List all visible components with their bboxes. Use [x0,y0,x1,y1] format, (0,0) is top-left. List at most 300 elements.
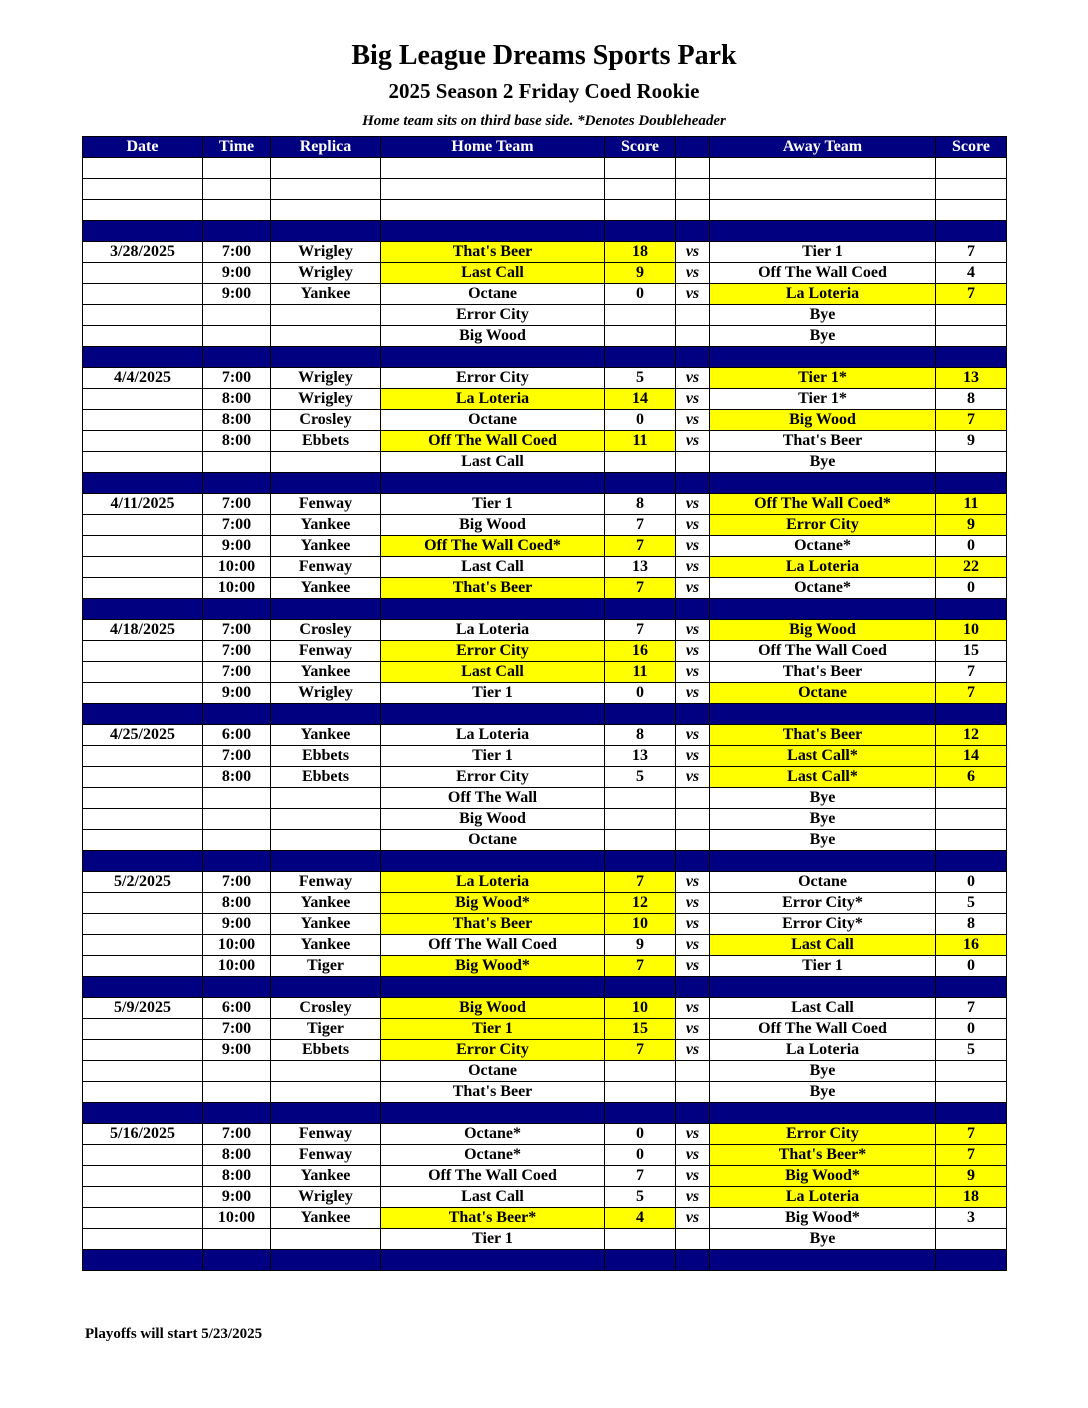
replica-cell [271,1250,381,1271]
time-cell: 9:00 [203,536,271,557]
time-cell: 6:00 [203,998,271,1019]
time-cell [203,851,271,872]
home-team-cell: Tier 1 [381,683,605,704]
home-team-cell: Big Wood [381,998,605,1019]
away-team-cell [710,704,936,725]
away-team-cell: Error City* [710,914,936,935]
date-cell [83,389,203,410]
away-team-cell: Octane [710,683,936,704]
away-team-cell [710,158,936,179]
vs-cell: vs [676,410,710,431]
vs-cell [676,830,710,851]
vs-cell: vs [676,935,710,956]
replica-cell: Yankee [271,1166,381,1187]
col-header-home-team: Home Team [381,137,605,158]
home-score-cell [605,1103,676,1124]
away-team-cell: Error City* [710,893,936,914]
home-score-cell [605,221,676,242]
replica-cell: Yankee [271,284,381,305]
empty-row [83,200,1007,221]
away-score-cell: 7 [936,683,1007,704]
vs-cell: vs [676,1124,710,1145]
time-cell: 8:00 [203,767,271,788]
home-team-cell: La Loteria [381,725,605,746]
away-score-cell: 7 [936,242,1007,263]
time-cell [203,347,271,368]
away-team-cell: Tier 1* [710,389,936,410]
away-score-cell: 15 [936,641,1007,662]
replica-cell: Ebbets [271,767,381,788]
away-score-cell [936,1103,1007,1124]
away-score-cell [936,788,1007,809]
date-cell [83,1166,203,1187]
vs-cell: vs [676,389,710,410]
home-score-cell [605,1229,676,1250]
home-team-cell [381,851,605,872]
week-separator-row [83,1103,1007,1124]
home-team-cell: Octane* [381,1124,605,1145]
home-score-cell [605,977,676,998]
away-team-cell [710,221,936,242]
home-team-cell: Off The Wall Coed [381,431,605,452]
home-score-cell: 12 [605,893,676,914]
away-score-cell [936,179,1007,200]
away-score-cell: 0 [936,956,1007,977]
date-cell [83,557,203,578]
vs-cell [676,1103,710,1124]
time-cell: 8:00 [203,1166,271,1187]
game-row [83,1229,1007,1250]
replica-cell [271,305,381,326]
time-cell: 9:00 [203,1040,271,1061]
home-score-cell: 0 [605,1145,676,1166]
game-row [83,956,1007,977]
away-score-cell: 16 [936,935,1007,956]
vs-cell [676,1229,710,1250]
replica-cell: Crosley [271,620,381,641]
date-cell [83,683,203,704]
away-team-cell: That's Beer* [710,1145,936,1166]
home-team-cell: Octane [381,1061,605,1082]
home-team-cell: Error City [381,305,605,326]
home-team-cell: Tier 1 [381,494,605,515]
away-score-cell: 22 [936,557,1007,578]
date-cell [83,452,203,473]
col-header-replica: Replica [271,137,381,158]
header-row [83,137,1007,158]
vs-cell: vs [676,1145,710,1166]
away-team-cell: That's Beer [710,662,936,683]
date-cell [83,200,203,221]
replica-cell: Fenway [271,557,381,578]
away-team-cell: Bye [710,1061,936,1082]
date-cell [83,956,203,977]
replica-cell: Fenway [271,494,381,515]
game-row [83,1082,1007,1103]
date-cell [83,1103,203,1124]
home-score-cell [605,326,676,347]
away-score-cell: 9 [936,1166,1007,1187]
date-cell [83,263,203,284]
game-row [83,935,1007,956]
home-team-cell: Last Call [381,1187,605,1208]
home-team-cell: Tier 1 [381,1229,605,1250]
date-cell [83,788,203,809]
week-separator-row [83,977,1007,998]
col-header-date: Date [83,137,203,158]
time-cell: 8:00 [203,410,271,431]
home-score-cell [605,788,676,809]
away-team-cell: Last Call* [710,767,936,788]
date-cell [83,935,203,956]
home-score-cell: 0 [605,1124,676,1145]
away-score-cell: 8 [936,389,1007,410]
away-team-cell: Last Call [710,935,936,956]
home-team-cell: Big Wood [381,515,605,536]
vs-cell [676,851,710,872]
date-cell [83,578,203,599]
home-team-cell [381,200,605,221]
away-score-cell [936,305,1007,326]
replica-cell [271,452,381,473]
time-cell [203,473,271,494]
away-score-cell [936,326,1007,347]
home-score-cell [605,305,676,326]
away-score-cell [936,1250,1007,1271]
away-score-cell: 9 [936,515,1007,536]
away-score-cell [936,809,1007,830]
away-team-cell: Bye [710,452,936,473]
home-team-cell: Error City [381,368,605,389]
home-score-cell: 13 [605,746,676,767]
away-team-cell [710,347,936,368]
time-cell: 8:00 [203,893,271,914]
game-row [83,1124,1007,1145]
home-team-cell: Big Wood [381,326,605,347]
away-score-cell [936,200,1007,221]
away-score-cell: 11 [936,494,1007,515]
replica-cell [271,200,381,221]
home-score-cell: 7 [605,620,676,641]
replica-cell: Crosley [271,998,381,1019]
vs-cell: vs [676,956,710,977]
away-team-cell: Off The Wall Coed [710,263,936,284]
replica-cell: Yankee [271,725,381,746]
time-cell: 9:00 [203,1187,271,1208]
away-team-cell: La Loteria [710,1187,936,1208]
home-team-cell: That's Beer [381,1082,605,1103]
home-team-cell [381,158,605,179]
away-score-cell [936,851,1007,872]
replica-cell: Yankee [271,893,381,914]
away-team-cell: Tier 1 [710,956,936,977]
home-score-cell: 11 [605,431,676,452]
game-row [83,431,1007,452]
schedule-table [82,136,1007,1271]
game-row [83,452,1007,473]
date-cell: 3/28/2025 [83,242,203,263]
home-score-cell: 9 [605,263,676,284]
away-score-cell: 12 [936,725,1007,746]
home-team-cell [381,179,605,200]
game-row [83,641,1007,662]
time-cell: 10:00 [203,557,271,578]
col-header-away-score: Score [936,137,1007,158]
time-cell: 7:00 [203,494,271,515]
replica-cell: Yankee [271,935,381,956]
vs-cell: vs [676,662,710,683]
replica-cell [271,599,381,620]
schedule-body [83,158,1007,1271]
game-row [83,410,1007,431]
away-score-cell [936,347,1007,368]
away-team-cell [710,179,936,200]
vs-cell [676,704,710,725]
away-team-cell: Tier 1* [710,368,936,389]
replica-cell: Wrigley [271,242,381,263]
vs-cell: vs [676,746,710,767]
time-cell [203,158,271,179]
away-team-cell [710,851,936,872]
time-cell [203,704,271,725]
away-team-cell: Off The Wall Coed [710,641,936,662]
replica-cell: Yankee [271,1208,381,1229]
away-team-cell: La Loteria [710,557,936,578]
home-team-cell: Big Wood* [381,956,605,977]
home-score-cell: 4 [605,1208,676,1229]
away-score-cell: 14 [936,746,1007,767]
time-cell: 10:00 [203,578,271,599]
away-score-cell: 0 [936,536,1007,557]
away-score-cell [936,221,1007,242]
home-score-cell: 8 [605,725,676,746]
replica-cell: Tiger [271,956,381,977]
vs-cell [676,200,710,221]
home-score-cell [605,200,676,221]
week-separator-row [83,347,1007,368]
date-cell [83,326,203,347]
home-team-cell: Last Call [381,662,605,683]
home-score-cell: 15 [605,1019,676,1040]
date-cell: 4/25/2025 [83,725,203,746]
home-team-cell: Big Wood [381,809,605,830]
game-row [83,515,1007,536]
home-score-cell: 7 [605,872,676,893]
time-cell [203,326,271,347]
time-cell: 8:00 [203,1145,271,1166]
week-separator-row [83,221,1007,242]
away-score-cell [936,1082,1007,1103]
away-team-cell [710,1103,936,1124]
page-title: Big League Dreams Sports Park [351,40,737,71]
replica-cell [271,788,381,809]
date-cell: 4/18/2025 [83,620,203,641]
game-row [83,536,1007,557]
date-cell [83,1187,203,1208]
replica-cell: Yankee [271,578,381,599]
game-row [83,1019,1007,1040]
home-team-cell: That's Beer [381,914,605,935]
home-team-note: Home team sits on third base side. *Denotes Doubleheader [362,113,726,129]
home-team-cell: Off The Wall Coed [381,935,605,956]
week-separator-row [83,473,1007,494]
time-cell [203,221,271,242]
date-cell [83,977,203,998]
time-cell [203,830,271,851]
away-score-cell: 18 [936,1187,1007,1208]
game-row [83,809,1007,830]
game-row [83,557,1007,578]
replica-cell: Tiger [271,1019,381,1040]
vs-cell [676,788,710,809]
date-cell [83,305,203,326]
time-cell [203,1082,271,1103]
home-team-cell: Off The Wall Coed [381,1166,605,1187]
vs-cell: vs [676,578,710,599]
time-cell [203,305,271,326]
away-score-cell: 5 [936,1040,1007,1061]
date-cell [83,599,203,620]
vs-cell: vs [676,998,710,1019]
away-score-cell [936,452,1007,473]
away-team-cell: Bye [710,830,936,851]
home-score-cell: 18 [605,242,676,263]
away-score-cell: 6 [936,767,1007,788]
game-row [83,263,1007,284]
game-row [83,872,1007,893]
replica-cell [271,977,381,998]
time-cell: 7:00 [203,515,271,536]
game-row [83,389,1007,410]
playoffs-note: Playoffs will start 5/23/2025 [85,1326,263,1342]
home-team-cell [381,473,605,494]
replica-cell: Yankee [271,515,381,536]
replica-cell [271,1082,381,1103]
replica-cell: Fenway [271,872,381,893]
home-score-cell [605,179,676,200]
home-team-cell: Off The Wall [381,788,605,809]
vs-cell [676,158,710,179]
away-team-cell: Last Call [710,998,936,1019]
vs-cell: vs [676,536,710,557]
vs-cell: vs [676,641,710,662]
away-team-cell: Octane* [710,578,936,599]
week-separator-row [83,1250,1007,1271]
time-cell: 7:00 [203,1019,271,1040]
date-cell [83,914,203,935]
home-score-cell: 7 [605,536,676,557]
home-team-cell: La Loteria [381,872,605,893]
date-cell [83,767,203,788]
away-team-cell [710,473,936,494]
home-score-cell [605,704,676,725]
home-team-cell: Tier 1 [381,1019,605,1040]
date-cell [83,1229,203,1250]
away-team-cell: Big Wood* [710,1166,936,1187]
home-score-cell [605,851,676,872]
replica-cell [271,1103,381,1124]
date-cell [83,1082,203,1103]
time-cell: 8:00 [203,431,271,452]
home-score-cell: 5 [605,767,676,788]
away-team-cell: Error City [710,1124,936,1145]
vs-cell [676,809,710,830]
vs-cell: vs [676,431,710,452]
date-cell [83,641,203,662]
vs-cell: vs [676,515,710,536]
replica-cell: Ebbets [271,1040,381,1061]
home-score-cell: 0 [605,410,676,431]
vs-cell [676,305,710,326]
vs-cell: vs [676,767,710,788]
home-score-cell: 16 [605,641,676,662]
date-cell [83,851,203,872]
game-row [83,767,1007,788]
away-score-cell [936,830,1007,851]
game-row [83,746,1007,767]
time-cell: 9:00 [203,263,271,284]
vs-cell [676,473,710,494]
away-team-cell: Octane* [710,536,936,557]
home-score-cell: 7 [605,956,676,977]
home-score-cell: 5 [605,1187,676,1208]
home-score-cell: 11 [605,662,676,683]
away-team-cell: Error City [710,515,936,536]
away-score-cell: 0 [936,578,1007,599]
time-cell [203,200,271,221]
away-team-cell: Big Wood [710,410,936,431]
home-score-cell: 10 [605,998,676,1019]
home-score-cell [605,473,676,494]
home-team-cell: La Loteria [381,620,605,641]
replica-cell [271,1061,381,1082]
time-cell: 6:00 [203,725,271,746]
away-score-cell: 4 [936,263,1007,284]
away-team-cell: Bye [710,305,936,326]
home-team-cell [381,1103,605,1124]
empty-row [83,179,1007,200]
date-cell [83,1250,203,1271]
replica-cell: Wrigley [271,1187,381,1208]
vs-cell: vs [676,1208,710,1229]
replica-cell [271,221,381,242]
time-cell: 10:00 [203,956,271,977]
away-score-cell: 7 [936,1145,1007,1166]
date-cell [83,221,203,242]
replica-cell: Yankee [271,662,381,683]
time-cell [203,179,271,200]
date-cell [83,1145,203,1166]
game-row [83,326,1007,347]
game-row [83,1208,1007,1229]
home-score-cell: 0 [605,683,676,704]
home-score-cell [605,809,676,830]
time-cell: 7:00 [203,872,271,893]
home-score-cell [605,158,676,179]
date-cell [83,347,203,368]
home-team-cell: Octane* [381,1145,605,1166]
away-team-cell: Bye [710,1082,936,1103]
vs-cell [676,599,710,620]
vs-cell: vs [676,683,710,704]
away-score-cell [936,473,1007,494]
replica-cell: Fenway [271,1124,381,1145]
replica-cell: Ebbets [271,431,381,452]
away-team-cell [710,200,936,221]
date-cell [83,1061,203,1082]
time-cell: 7:00 [203,641,271,662]
home-score-cell [605,1082,676,1103]
